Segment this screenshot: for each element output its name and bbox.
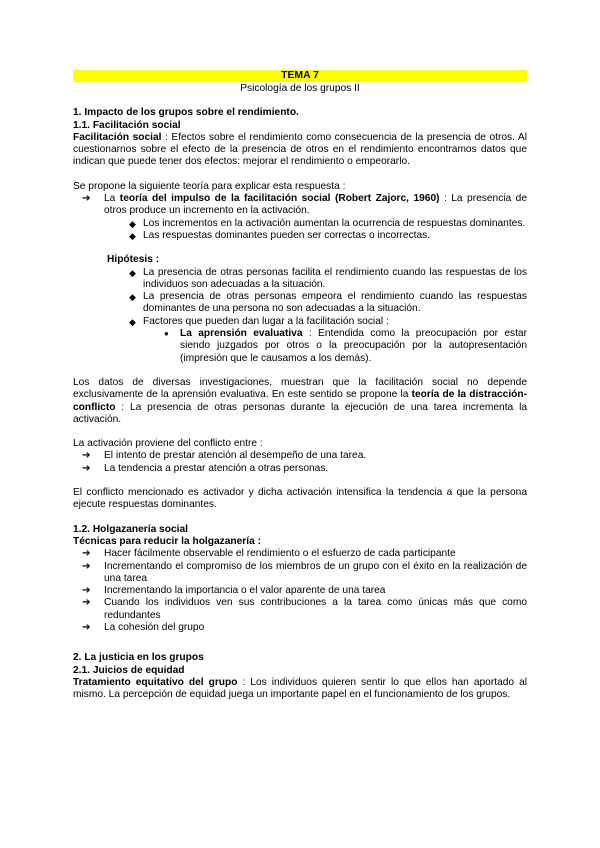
list-item: ◆ Las respuestas dominantes pueden ser correctas o incorrectas. <box>129 229 431 241</box>
bullet-icon: ● <box>164 329 169 339</box>
list-item: ◆ La presencia de otras personas empeora el rendimiento cuando las respuestas dominantes de una persona no son adecuadas a la situación. <box>129 291 527 315</box>
theory-item: ➔ La teoría del impulso de la facilitación social (Robert Zajorc, 1960) : La presencia de otros produce un incremento en la activación. <box>82 193 527 217</box>
section-2-1-heading: 2.1. Juicios de equidad <box>73 664 185 676</box>
list-item: ● La aprensión evaluativa : Entendida como la preocupación por estar siendo juzgados por otros o la preocupación por la autopresentación (impresión que le causamos a los demás). <box>164 328 527 364</box>
techniques-label: Técnicas para reducir la holgazanería : <box>73 535 261 547</box>
document-subtitle: Psicología de los grupos II <box>240 83 360 94</box>
document-page <box>73 70 527 701</box>
document-title: TEMA 7 <box>73 70 527 82</box>
arrow-icon: ➔ <box>82 560 91 572</box>
distraction-theory-term: teoría de la distracción-conflicto <box>73 389 527 413</box>
list-item: ➔ La tendencia a prestar atención a otras personas. <box>82 462 329 474</box>
arrow-icon: ➔ <box>82 450 91 462</box>
data-paragraph: Los datos de diversas investigaciones, muestran que la facilitación social no depende exclusivamente de la aprensión evaluativa. En este sentido se propone la teoría de la distracción-conflicto : La presencia de otras personas durante la ejecución de una tarea incrementa la activación. <box>73 376 527 425</box>
section-1-1-heading: 1.1. Facilitación social <box>73 119 181 131</box>
list-item: ◆ Factores que pueden dan lugar a la facilitación social : <box>129 315 389 327</box>
arrow-icon: ➔ <box>82 548 91 560</box>
arrow-icon: ➔ <box>82 621 91 633</box>
list-item: ➔ Hacer fácilmente observable el rendimiento o el esfuerzo de cada participante <box>82 548 456 560</box>
section-1-heading: 1. Impacto de los grupos sobre el rendimiento. <box>73 107 299 119</box>
conflict-intro: La activación proviene del conflicto entre : <box>73 438 263 450</box>
facilitation-definition <box>73 132 527 169</box>
diamond-icon: ◆ <box>129 230 136 241</box>
list-item: ➔ Incrementando la importancia o el valor aparente de una tarea <box>82 585 386 597</box>
equity-paragraph: Tratamiento equitativo del grupo : Los individuos quieren sentir lo que ellos han aportado al mismo. La percepción de equidad juega un importante papel en el funcionamiento de los grupos. <box>73 676 527 701</box>
arrow-icon: ➔ <box>82 462 91 474</box>
equity-term: Tratamiento equitativo del grupo <box>73 676 238 688</box>
section-2-heading: 2. La justicia en los grupos <box>73 652 204 664</box>
conflict-conclusion: El conflicto mencionado es activador y dicha activación intensifica la tendencia a que la persona ejecute respuestas dominantes. <box>73 487 527 511</box>
list-item: ◆ Los incrementos en la activación aumentan la ocurrencia de respuestas dominantes. <box>129 217 526 229</box>
diamond-icon: ◆ <box>129 218 136 229</box>
apprehension-term: La aprensión evaluativa <box>180 328 303 340</box>
facilitation-term: Facilitación social <box>73 131 162 143</box>
arrow-icon: ➔ <box>82 193 91 205</box>
hypothesis-label: Hipótesis : <box>107 254 160 266</box>
list-item: ➔ La cohesión del grupo <box>82 621 205 633</box>
theory-intro: Se propone la siguiente teoría para explicar esta respuesta : <box>73 180 346 192</box>
diamond-icon: ◆ <box>129 316 136 327</box>
list-item: ➔ Cuando los individuos ven sus contribuciones a la tarea como únicas más que como redundantes <box>82 597 527 621</box>
list-item: ◆ La presencia de otras personas facilita el rendimiento cuando las respuestas de los individuos son adecuadas a la situación. <box>129 266 527 290</box>
theory-term: teoría del impulso de la facilitación social (Robert Zajorc, 1960) <box>119 193 440 205</box>
diamond-icon: ◆ <box>129 292 136 303</box>
facilitation-text: : Efectos sobre el rendimiento como consecuencia de la presencia de otros. Al cuestionarnos sobre el efecto de la presencia de otros en el rendimiento encontramos datos que indican que puede tener dos efectos: mejorar el rendimiento o empeorarlo. <box>73 131 527 168</box>
diamond-icon: ◆ <box>129 267 136 278</box>
section-1-2-heading: 1.2. Holgazanería social <box>73 523 188 535</box>
list-item: ➔ Incrementando el compromiso de los miembros de un grupo con el éxito en la realización de una tarea <box>82 560 527 584</box>
list-item: ➔ El intento de prestar atención al desempeño de una tarea. <box>82 450 367 462</box>
arrow-icon: ➔ <box>82 597 91 609</box>
arrow-icon: ➔ <box>82 585 91 597</box>
